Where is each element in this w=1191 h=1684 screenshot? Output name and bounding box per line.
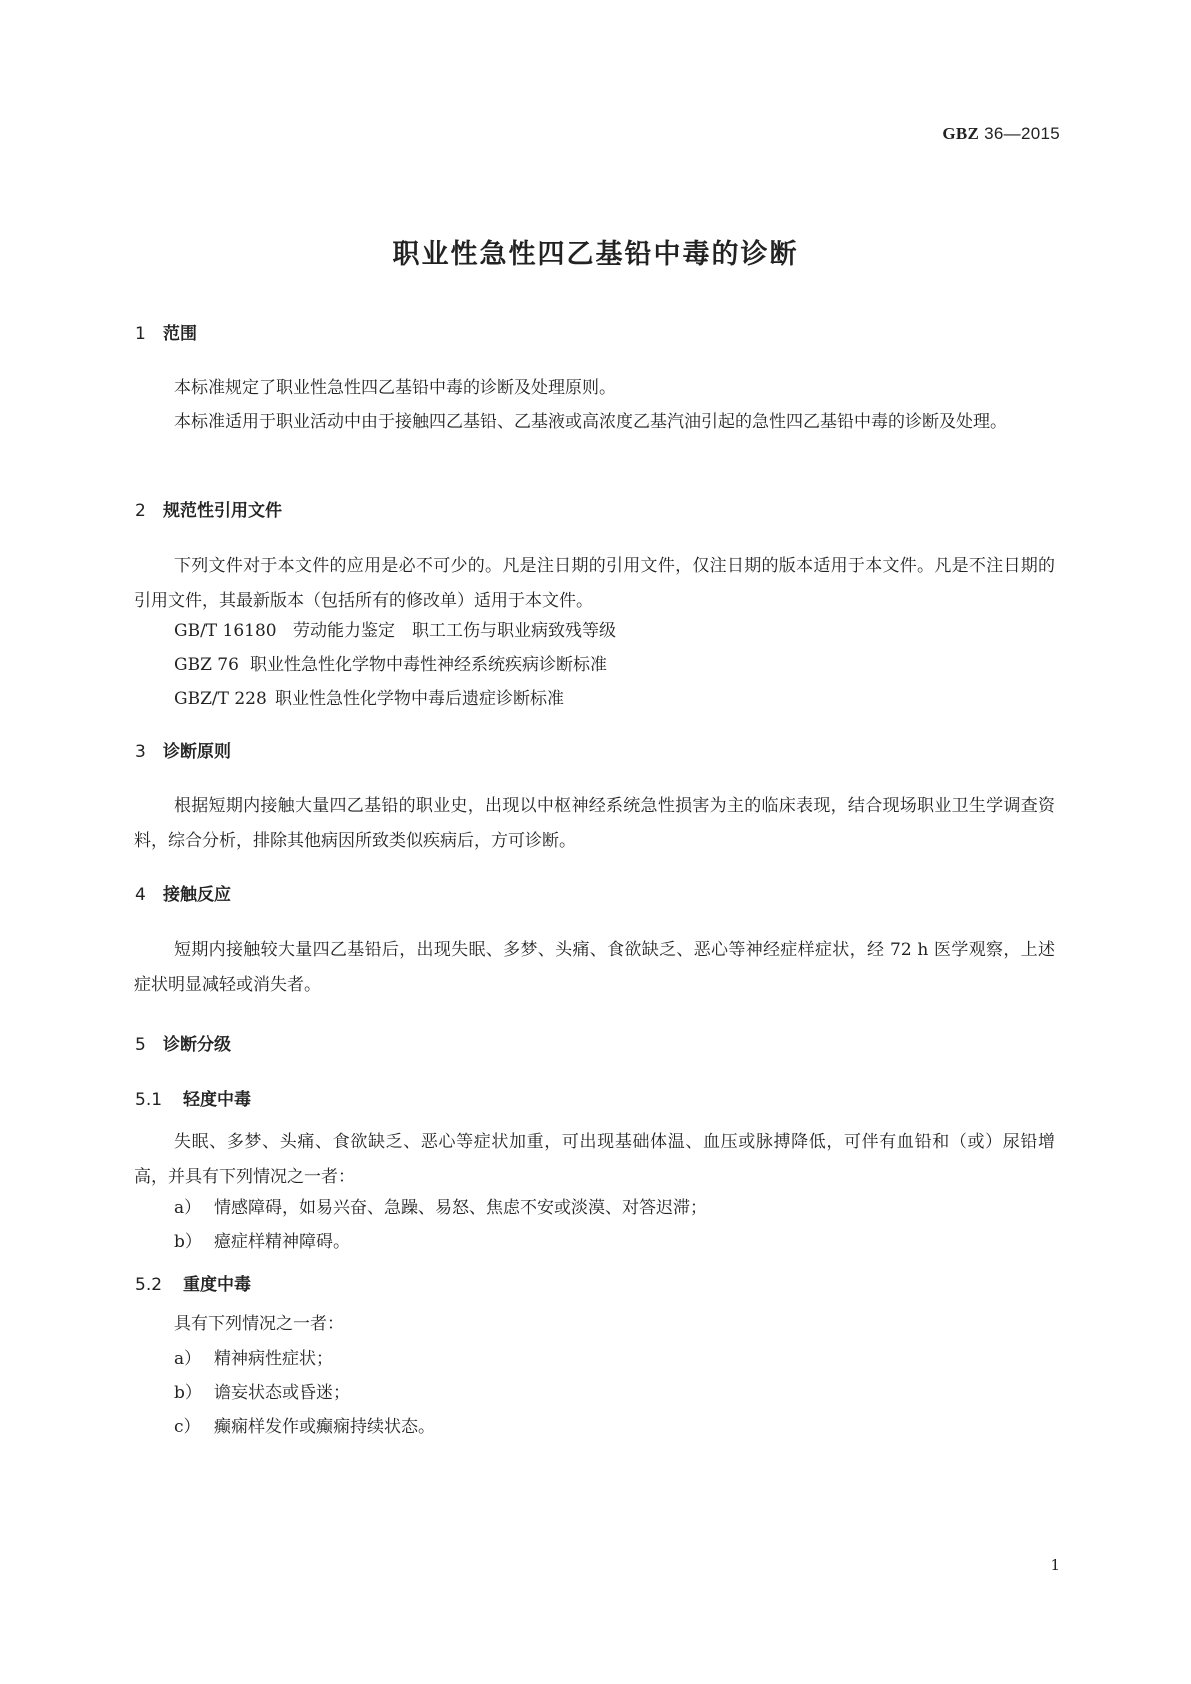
- section-5-number: 5: [135, 1035, 146, 1055]
- list-marker: a）: [174, 1349, 202, 1369]
- document-code-number: 36—2015: [979, 124, 1060, 143]
- section-5-1-title: 轻度中毒: [183, 1090, 251, 1110]
- section-4-number: 4: [135, 885, 146, 905]
- document-code: [942, 124, 1060, 144]
- list-item-text: 癔症样精神障碍。: [214, 1232, 350, 1252]
- section-3-number: 3: [135, 742, 146, 762]
- section-2-number: 2: [135, 501, 146, 521]
- reference-1-title: 劳动能力鉴定 职工工伤与职业病致残等级: [293, 621, 616, 641]
- reference-3: [174, 684, 564, 709]
- section-5-2-number: 5.2: [135, 1275, 163, 1295]
- page-number: 1: [1050, 1556, 1060, 1574]
- section-5-2-title: 重度中毒: [183, 1275, 251, 1295]
- reference-2-title: 职业性急性化学物中毒性神经系统疾病诊断标准: [250, 655, 607, 675]
- reference-2-code: GBZ 76: [174, 655, 239, 675]
- list-item-text: 情感障碍，如易兴奋、急躁、易怒、焦虑不安或淡漠、对答迟滞；: [214, 1198, 707, 1218]
- section-3-heading: [135, 737, 231, 762]
- list-item-text: 精神病性症状；: [214, 1349, 333, 1369]
- section-5-2-intro: 具有下列情况之一者：: [174, 1314, 344, 1334]
- list-item-text: 谵妄状态或昏迷；: [214, 1383, 350, 1403]
- reference-1: [174, 616, 616, 641]
- section-3-title: 诊断原则: [163, 742, 231, 762]
- list-marker: c）: [174, 1417, 201, 1437]
- section-1-para-2: 本标准适用于职业活动中由于接触四乙基铅、乙基液或高浓度乙基汽油引起的急性四乙基铅中毒的诊断及处理。: [174, 412, 1007, 432]
- reference-3-code: GBZ/T 228: [174, 689, 267, 709]
- list-item-text: 癫痫样发作或癫痫持续状态。: [214, 1417, 435, 1437]
- list-marker: b）: [174, 1232, 202, 1252]
- section-5-2-heading: [135, 1270, 251, 1295]
- section-5-1-item-b: [174, 1227, 350, 1252]
- section-4-title: 接触反应: [163, 885, 231, 905]
- section-2-para: 下列文件对于本文件的应用是必不可少的。凡是注日期的引用文件，仅注日期的版本适用于本文件。凡是不注日期的引用文件，其最新版本（包括所有的修改单）适用于本文件。: [134, 556, 1055, 611]
- section-3-para: 根据短期内接触大量四乙基铅的职业史，出现以中枢神经系统急性损害为主的临床表现，结合现场职业卫生学调查资料，综合分析，排除其他病因所致类似疾病后，方可诊断。: [134, 796, 1055, 851]
- section-5-1-number: 5.1: [135, 1090, 163, 1110]
- section-5-1-para: 失眠、多梦、头痛、食欲缺乏、恶心等症状加重，可出现基础体温、血压或脉搏降低，可伴有血铅和（或）尿铅增高，并具有下列情况之一者：: [134, 1132, 1055, 1187]
- section-1-para-1: 本标准规定了职业性急性四乙基铅中毒的诊断及处理原则。: [174, 378, 616, 398]
- section-5-heading: [135, 1030, 231, 1055]
- section-2-title: 规范性引用文件: [163, 501, 282, 521]
- section-1-title: 范围: [163, 324, 197, 344]
- section-5-2-item-a: [174, 1344, 333, 1369]
- list-marker: b）: [174, 1383, 202, 1403]
- section-1-heading: [135, 319, 197, 344]
- reference-1-code: GB/T 16180: [174, 621, 277, 641]
- section-5-2-item-c: [174, 1412, 435, 1437]
- reference-2: [174, 650, 607, 675]
- reference-3-title: 职业性急性化学物中毒后遗症诊断标准: [275, 689, 564, 709]
- page-title: 职业性急性四乙基铅中毒的诊断: [392, 239, 799, 270]
- document-code-prefix: GBZ: [942, 124, 980, 143]
- section-2-heading: [135, 496, 282, 521]
- section-4-heading: [135, 880, 231, 905]
- section-5-title: 诊断分级: [163, 1035, 231, 1055]
- section-5-2-item-b: [174, 1378, 350, 1403]
- list-marker: a）: [174, 1198, 202, 1218]
- section-5-1-heading: [135, 1085, 251, 1110]
- section-1-number: 1: [135, 324, 146, 344]
- section-5-1-item-a: [174, 1193, 707, 1218]
- section-4-para: 短期内接触较大量四乙基铅后，出现失眠、多梦、头痛、食欲缺乏、恶心等神经症样症状，经 72 h 医学观察，上述症状明显减轻或消失者。: [134, 940, 1055, 995]
